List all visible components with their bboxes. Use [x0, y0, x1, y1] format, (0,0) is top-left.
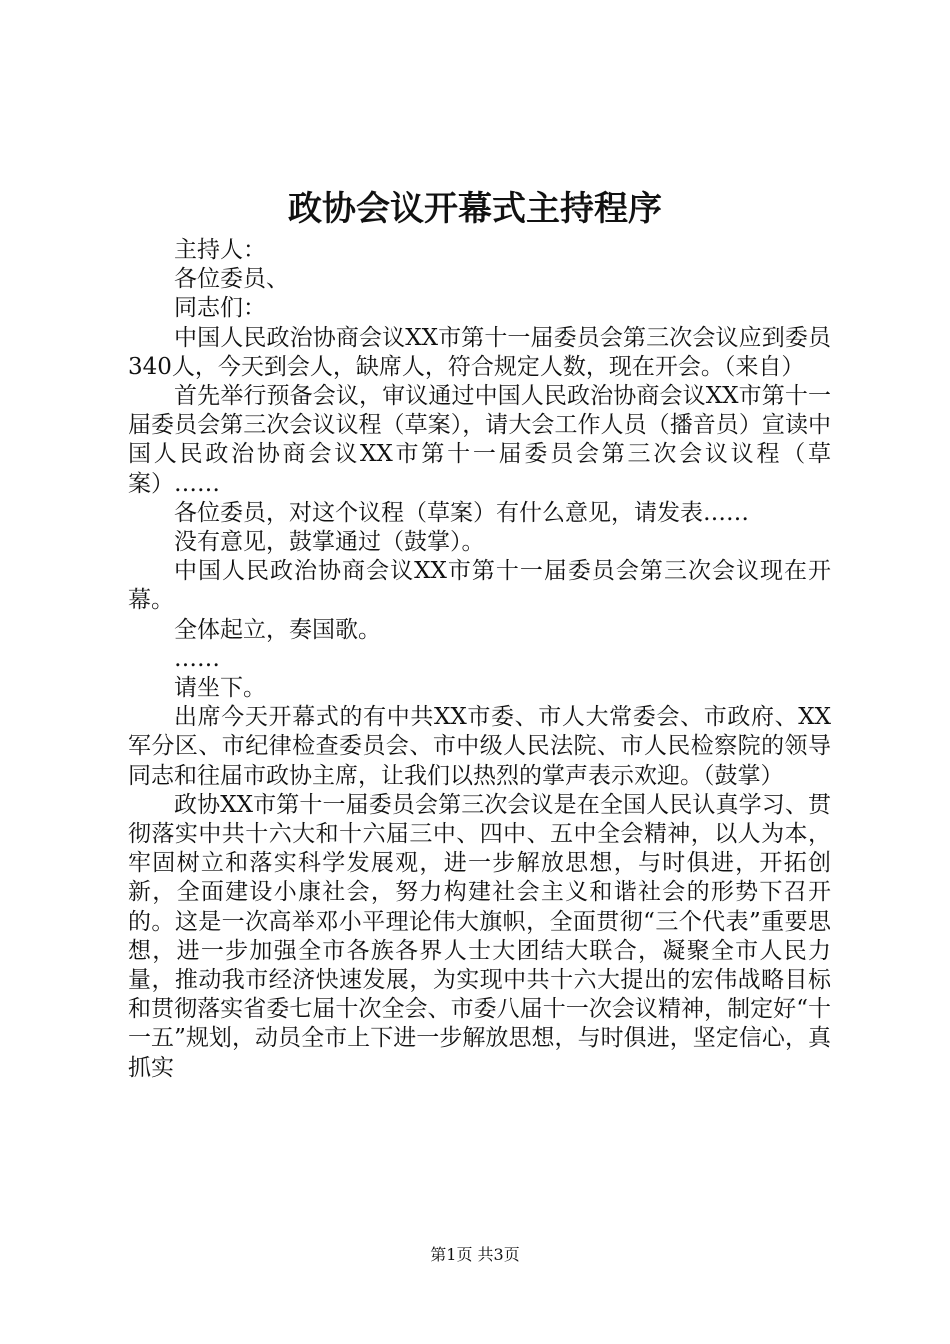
paragraph-host: 主持人： — [174, 237, 266, 263]
paragraph-preparatory-meeting: 首先举行预备会议，审议通过中国人民政治协商会议XX市第十一届委员会第三次会议议程（草案），请大会工作人员（播音员）宣读中国人民政治协商会议XX市第十一届委员会第三次会议议程（草案）…… — [128, 383, 831, 497]
paragraph-context: 政协XX市第十一届委员会第三次会议是在全国人民认真学习、贯彻落实中共十六大和十六届三中、四中、五中全会精神，以人为本，牢固树立和落实科学发展观，进一步解放思想，与时俱进，开拓创新，全面建设小康社会，努力构建社会主义和谐社会的形势下召开的。这是一次高举邓小平理论伟大旗帜，全面贯彻“三个代表”重要思想，进一步加强全市各族各界人士大团结大联合，凝聚全市人民力量，推动我市经济快速发展，为实现中共十六大提出的宏伟战略目标和贯彻落实省委七届十次全会、市委八届十一次会议精神，制定好“十一五”规划，动员全市上下进一步解放思想，与时俱进，坚定信心，真抓实 — [128, 791, 831, 1081]
paragraph-anthem: 全体起立，奏国歌。 — [174, 616, 381, 643]
paragraph-opinions: 各位委员，对这个议程（草案）有什么意见，请发表…… — [174, 499, 749, 526]
paragraph-attendees: 出席今天开幕式的有中共XX市委、市人大常委会、市政府、XX军分区、市纪律检查委员会、市中级人民法院、市人民检察院的领导同志和往届市政协主席，让我们以热烈的掌声表示欢迎。（鼓掌） — [128, 704, 831, 789]
page-footer: 第1页 共3页 — [430, 1245, 520, 1264]
document-title: 政协会议开幕式主持程序 — [288, 189, 662, 229]
paragraph-ellipsis: …… — [174, 645, 220, 672]
document-body — [128, 236, 831, 1083]
paragraph-opening: 中国人民政治协商会议XX市第十一届委员会第三次会议现在开幕。 — [128, 558, 831, 614]
paragraph-comrades: 同志们： — [174, 295, 266, 322]
paragraph-attendance: 中国人民政治协商会议XX市第十一届委员会第三次会议应到委员340人，今天到会人，缺席人，符合规定人数，现在开会。（来自） — [128, 324, 831, 380]
paragraph-approval: 没有意见，鼓掌通过（鼓掌）。 — [174, 529, 485, 556]
paragraph-members: 各位委员、 — [174, 266, 289, 293]
paragraph-be-seated: 请坐下。 — [174, 675, 266, 702]
